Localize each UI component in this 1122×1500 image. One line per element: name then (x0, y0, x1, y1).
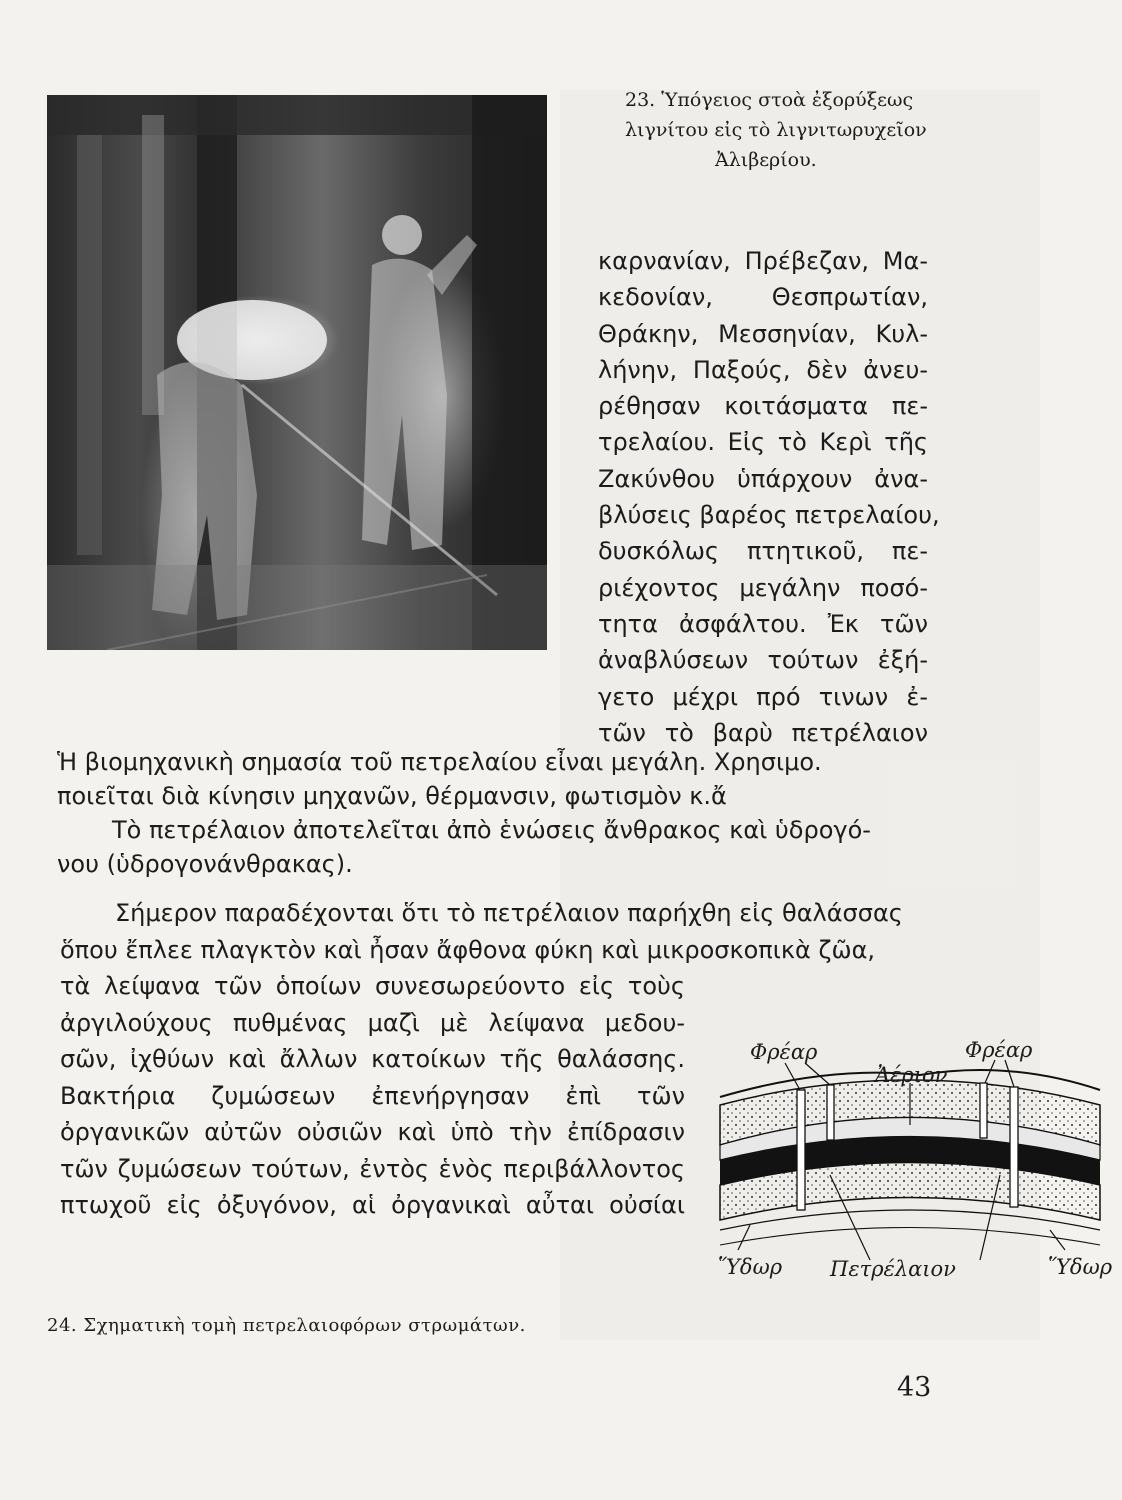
mine-scene-illustration (47, 95, 547, 650)
diagram-label-water-left: Ὕδωρ (718, 1255, 783, 1279)
oil-strata-diagram (710, 1035, 1113, 1285)
text-line: τρελαίου. Εἰς τὸ Κερὶ τῆς (598, 428, 928, 457)
figure-23-caption (625, 85, 935, 175)
diagram-label-water-right: Ὕδωρ (1048, 1255, 1113, 1279)
text-line: τητα ἀσφάλτου. Ἐκ τῶν (598, 609, 928, 638)
caption-line: Ἀλιβερίου. (715, 149, 817, 171)
text-line: γετο μέχρι πρό τινων ἐ- (598, 682, 928, 711)
full-width-paragraph (57, 745, 927, 881)
figure-24-caption: 24. Σχηματικὴ τομὴ πετρελαιοφόρων στρωμάτων. (47, 1315, 526, 1336)
text-line: κεδονίαν, Θεσπρωτίαν, (598, 283, 928, 312)
column-paragraph (598, 243, 940, 751)
text-line: ριέχοντος μεγάλην ποσό- (598, 573, 928, 602)
text-line: Τὸ πετρέλαιον ἀποτελεῖται ἀπὸ ἑνώσεις ἄνθρακος καὶ ὑδρογό- (112, 816, 871, 844)
diagram-label-gas: Ἀέριον (875, 1063, 948, 1087)
text-line: ἀναβλύσεων τούτων ἐξή- (598, 646, 928, 675)
caption-line: 23. Ὑπόγειος στοὰ ἐξορύξεως (625, 89, 914, 111)
text-line: τῶν ζυμώσεων τούτων, ἐντὸς ἑνὸς περιβάλλοντος (60, 1154, 685, 1183)
text-line: Ζακύνθου ὑπάρχουν ἀνα- (598, 464, 928, 493)
text-line: βλύσεις βαρέος πετρελαίου, (598, 501, 940, 530)
text-line: ρέθησαν κοιτάσματα πε- (598, 392, 928, 421)
text-line: ὀργανικῶν αὐτῶν οὐσιῶν καὶ ὑπὸ τὴν ἐπίδρασιν (60, 1118, 685, 1146)
page-number: 43 (897, 1372, 932, 1403)
diagram-label-well-left: Φρέαρ (750, 1040, 818, 1064)
text-line: Βακτήρια ζυμώσεων ἐπενήργησαν ἐπὶ τῶν (60, 1081, 685, 1110)
text-line: τῶν τὸ βαρὺ πετρέλαιον (598, 718, 928, 747)
text-line: νου (ὑδρογονάνθρακας). (57, 850, 353, 878)
text-line: Σήμερον παραδέχονται ὅτι τὸ πετρέλαιον παρήχθη εἰς θαλάσσας (115, 899, 903, 927)
text-line: Ἡ βιομηχανικὴ σημασία τοῦ πετρελαίου εἶναι μεγάλη. Χρησιμο. (57, 748, 822, 776)
text-line: τὰ λείψανα τῶν ὁποίων συνεσωρεύοντο εἰς τοὺς (60, 972, 685, 1000)
caption-line: λιγνίτου εἰς τὸ λιγνιτωρυχεῖον (625, 119, 927, 141)
text-line: σῶν, ἰχθύων καὶ ἄλλων κατοίκων τῆς θαλάσσης. (60, 1045, 685, 1073)
text-line: καρνανίαν, Πρέβεζαν, Μα- (598, 247, 928, 275)
text-line: ἀργιλούχους πυθμένας μαζὶ μὲ λείψανα μεδου- (60, 1008, 685, 1037)
text-line: πτωχοῦ εἰς ὀξυγόνον, αἱ ὀργανικαὶ αὖται οὐσίαι (60, 1191, 685, 1219)
text-line: δυσκόλως πτητικοῦ, πε- (598, 537, 928, 566)
mine-photograph (47, 95, 547, 650)
text-line: Θράκην, Μεσσηνίαν, Κυλ- (598, 319, 928, 348)
diagram-label-oil: Πετρέλαιον (830, 1257, 956, 1281)
text-line: ὅπου ἔπλεε πλαγκτὸν καὶ ἦσαν ἄφθονα φύκη καὶ μικροσκοπικὰ ζῶα, (60, 935, 876, 964)
text-line: λήνην, Παξούς, δὲν ἀνευ- (598, 355, 928, 384)
text-line: ποιεῖται διὰ κίνησιν μηχανῶν, θέρμανσιν, φωτισμὸν κ.ἄ (57, 782, 727, 810)
diagram-label-well-right: Φρέαρ (965, 1038, 1033, 1062)
